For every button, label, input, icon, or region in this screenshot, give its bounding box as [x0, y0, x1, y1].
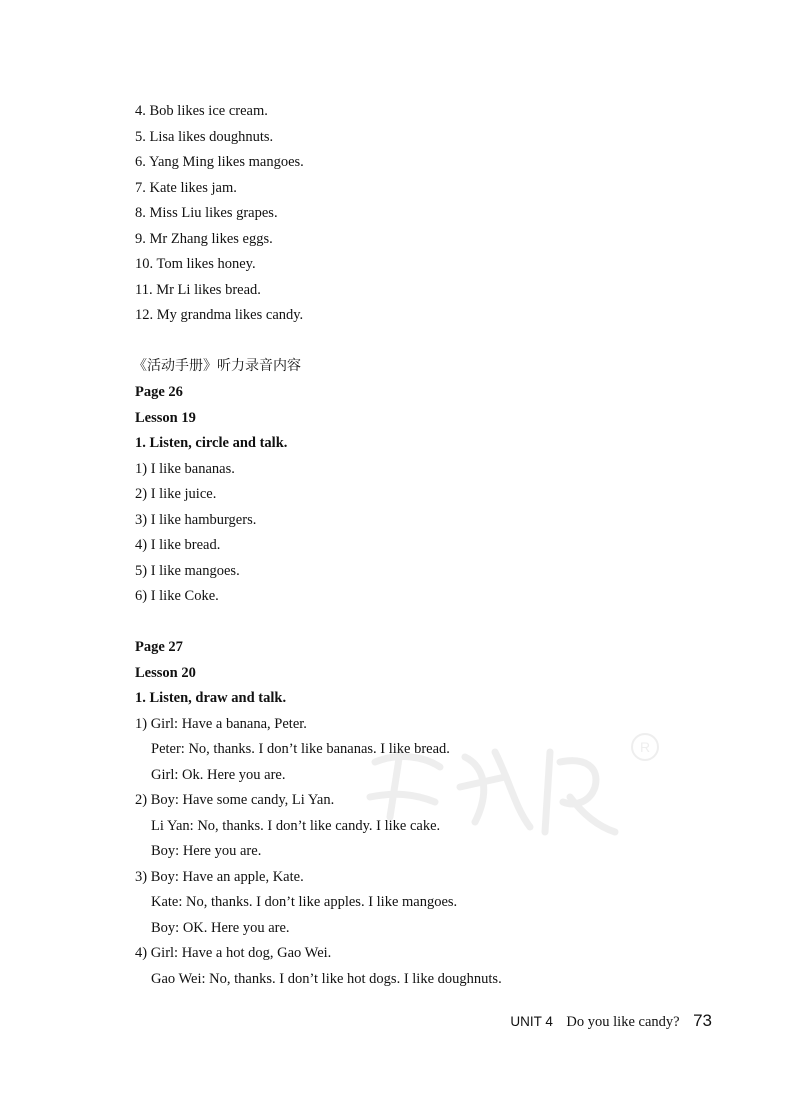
section-heading: 《活动手册》听力录音内容	[133, 358, 301, 374]
list-item: 10. Tom likes honey.	[135, 256, 256, 272]
dialogue-line: Girl: Ok. Here you are.	[151, 766, 286, 783]
exercise-line: 2) I like juice.	[135, 486, 217, 502]
dialogue-line: 2) Boy: Have some candy, Li Yan.	[135, 792, 335, 808]
list-item: 12. My grandma likes candy.	[135, 307, 304, 323]
list-item: 4. Bob likes ice cream.	[135, 103, 268, 119]
list-item: 6. Yang Ming likes mangoes.	[135, 154, 304, 170]
dialogue-line: Boy: OK. Here you are.	[151, 919, 290, 936]
list-item: 9. Mr Zhang likes eggs.	[135, 230, 273, 247]
list-item: 11. Mr Li likes bread.	[135, 281, 261, 298]
page-26-label: Page 26	[135, 384, 183, 400]
footer-unit: UNIT 4	[510, 1014, 553, 1029]
exercise-title: 1. Listen, draw and talk.	[135, 690, 287, 706]
dialogue-line: Peter: No, thanks. I don’t like bananas. I like bread.	[151, 741, 450, 757]
dialogue-line: 1) Girl: Have a banana, Peter.	[135, 715, 307, 732]
dialogue-line: 3) Boy: Have an apple, Kate.	[135, 868, 304, 885]
exercise-line: 6) I like Coke.	[135, 588, 219, 604]
dialogue-line: Li Yan: No, thanks. I don’t like candy. I like cake.	[151, 817, 441, 834]
page-27-label: Page 27	[135, 639, 183, 655]
dialogue-line: Boy: Here you are.	[151, 843, 262, 859]
watermark-calligraphy-icon	[345, 722, 665, 852]
exercise-line: 4) I like bread.	[135, 537, 221, 553]
lesson-19-label: Lesson 19	[135, 409, 196, 426]
dialogue-line: Gao Wei: No, thanks. I don’t like hot dogs. I like doughnuts.	[151, 970, 502, 987]
list-item: 5. Lisa likes doughnuts.	[135, 128, 274, 145]
dialogue-line: 4) Girl: Have a hot dog, Gao Wei.	[135, 945, 332, 961]
publisher-watermark	[345, 722, 665, 852]
lesson-20-label: Lesson 20	[135, 664, 196, 681]
page-number: 73	[693, 1011, 712, 1030]
exercise-line: 1) I like bananas.	[135, 460, 235, 477]
page-footer	[510, 1011, 712, 1031]
exercise-line: 5) I like mangoes.	[135, 562, 240, 579]
list-item: 7. Kate likes jam.	[135, 179, 237, 196]
list-item: 8. Miss Liu likes grapes.	[135, 205, 278, 221]
dialogue-line: Kate: No, thanks. I don’t like apples. I like mangoes.	[151, 894, 458, 910]
svg-text:R: R	[639, 739, 651, 755]
exercise-line: 3) I like hamburgers.	[135, 511, 257, 528]
exercise-title: 1. Listen, circle and talk.	[135, 435, 288, 451]
footer-title: Do you like candy?	[566, 1014, 680, 1030]
